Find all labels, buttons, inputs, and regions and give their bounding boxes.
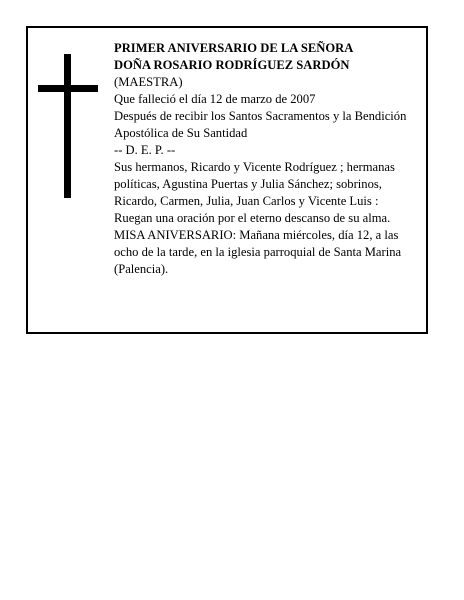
cross-vertical-bar — [64, 54, 71, 198]
family-text: Sus hermanos, Ricardo y Vicente Rodríguez ; hermanas políticas, Agustina Puertas y Julia Sánchez; sobrinos, Ricardo, Carmen, Julia, Juan Carlos y Vicente Luis : — [114, 160, 395, 208]
cross-horizontal-bar — [38, 85, 98, 92]
sacraments-text: Después de recibir los Santos Sacramentos y la Bendición Apostólica de Su Santidad — [114, 109, 407, 140]
cross-icon — [38, 54, 98, 198]
dep-text: -- D. E. P. -- — [114, 143, 176, 157]
death-date-text: Que falleció el día 12 de marzo de 2007 — [114, 92, 316, 106]
notice-heading-line-2: DOÑA ROSARIO RODRÍGUEZ SARDÓN — [114, 58, 350, 72]
obituary-notice — [26, 26, 428, 334]
profession-text: (MAESTRA) — [114, 75, 183, 89]
mass-text: MISA ANIVERSARIO: Mañana miércoles, día 12, a las ocho de la tarde, en la iglesia parroquial de Santa Marina (Palencia). — [114, 228, 402, 276]
notice-body — [114, 40, 422, 278]
prayer-request-text: Ruegan una oración por el eterno descanso de su alma. — [114, 211, 391, 225]
notice-heading-line-1: PRIMER ANIVERSARIO DE LA SEÑORA — [114, 41, 354, 55]
